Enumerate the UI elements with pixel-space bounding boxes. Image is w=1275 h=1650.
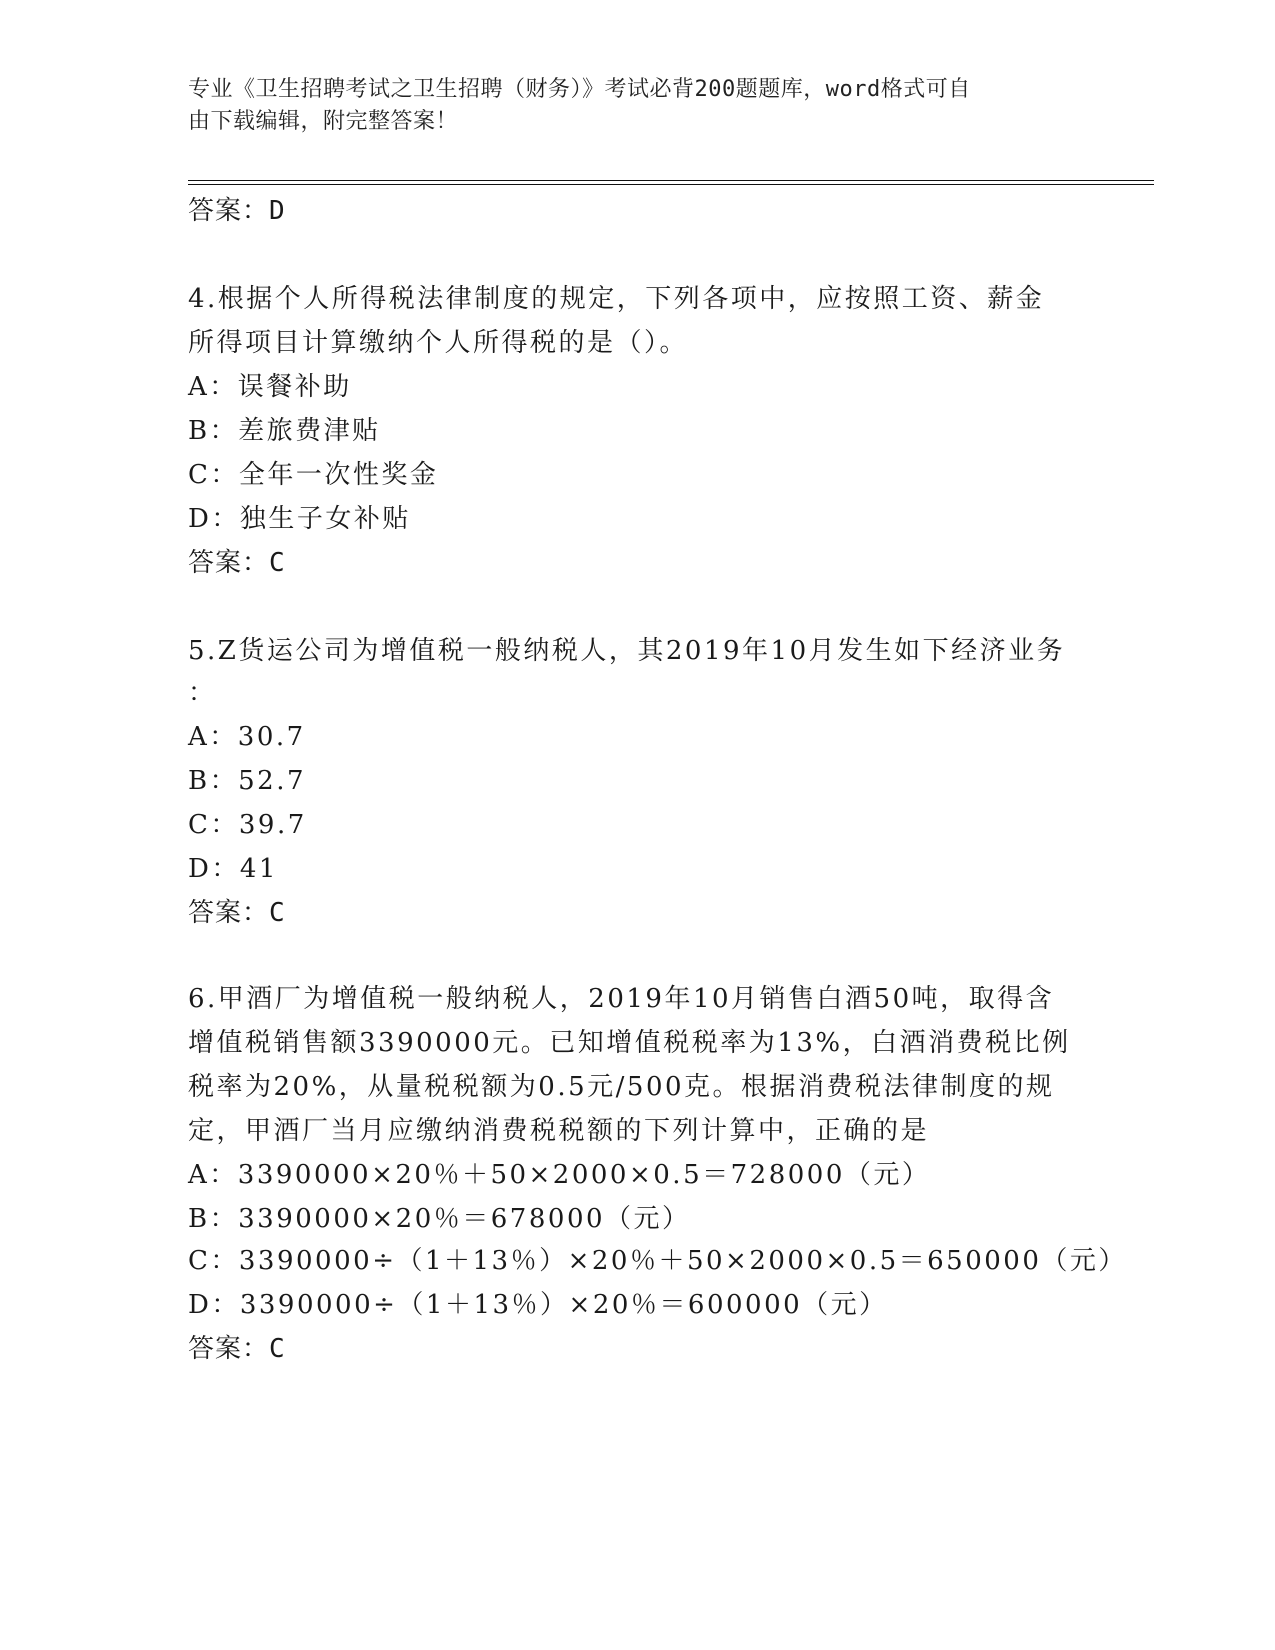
question-5-option-d: D：41 (188, 854, 278, 884)
previous-answer: 答案：D (188, 196, 286, 226)
header-line-1: 专业《卫生招聘考试之卫生招聘（财务）》考试必背200题题库，word格式可自 (188, 77, 971, 102)
question-5-option-a: A：30.7 (188, 722, 306, 752)
question-5-stem-line-2: ： (188, 678, 217, 708)
question-6-stem-line-1: 6.甲酒厂为增值税一般纳税人，2019年10月销售白酒50吨，取得含 (188, 984, 1055, 1014)
question-6-stem-line-2: 增值税销售额3390000元。已知增值税税率为13%，白酒消费税比例 (188, 1028, 1071, 1058)
question-6-stem-line-3: 税率为20%，从量税税额为0.5元/500克。根据消费税法律制度的规 (188, 1072, 1055, 1102)
header-line-2: 由下载编辑，附完整答案！ (188, 109, 459, 134)
question-5-option-b: B：52.7 (188, 766, 306, 796)
question-4-option-c: C：全年一次性奖金 (188, 460, 439, 490)
question-5-stem-line-1: 5.Z货运公司为增值税一般纳税人，其2019年10月发生如下经济业务 (188, 636, 1066, 666)
header-divider-bottom (188, 184, 1154, 185)
question-4-option-d: D：独生子女补贴 (188, 504, 411, 534)
question-4-stem-line-1: 4.根据个人所得税法律制度的规定，下列各项中，应按照工资、薪金 (188, 284, 1045, 314)
header-divider-top (188, 180, 1154, 181)
question-6-option-c: C：3390000÷（1＋13％）×20％＋50×2000×0.5＝650000（元） (188, 1246, 1127, 1276)
document-header (188, 74, 1068, 138)
question-5-answer: 答案：C (188, 898, 286, 928)
question-6-option-d: D：3390000÷（1＋13％）×20％＝600000（元） (188, 1290, 888, 1320)
question-6-answer: 答案：C (188, 1334, 286, 1364)
question-5-option-c: C：39.7 (188, 810, 307, 840)
question-6-stem-line-4: 定，甲酒厂当月应缴纳消费税税额的下列计算中，正确的是 (188, 1116, 930, 1146)
question-6-option-b: B：3390000×20％＝678000（元） (188, 1204, 691, 1234)
question-6-option-a: A：3390000×20％＋50×2000×0.5＝728000（元） (188, 1160, 931, 1190)
question-4-option-a: A：误餐补助 (188, 372, 352, 402)
question-4-answer: 答案：C (188, 548, 286, 578)
question-4-stem-line-2: 所得项目计算缴纳个人所得税的是（）。 (188, 328, 689, 358)
question-4-option-b: B：差旅费津贴 (188, 416, 381, 446)
